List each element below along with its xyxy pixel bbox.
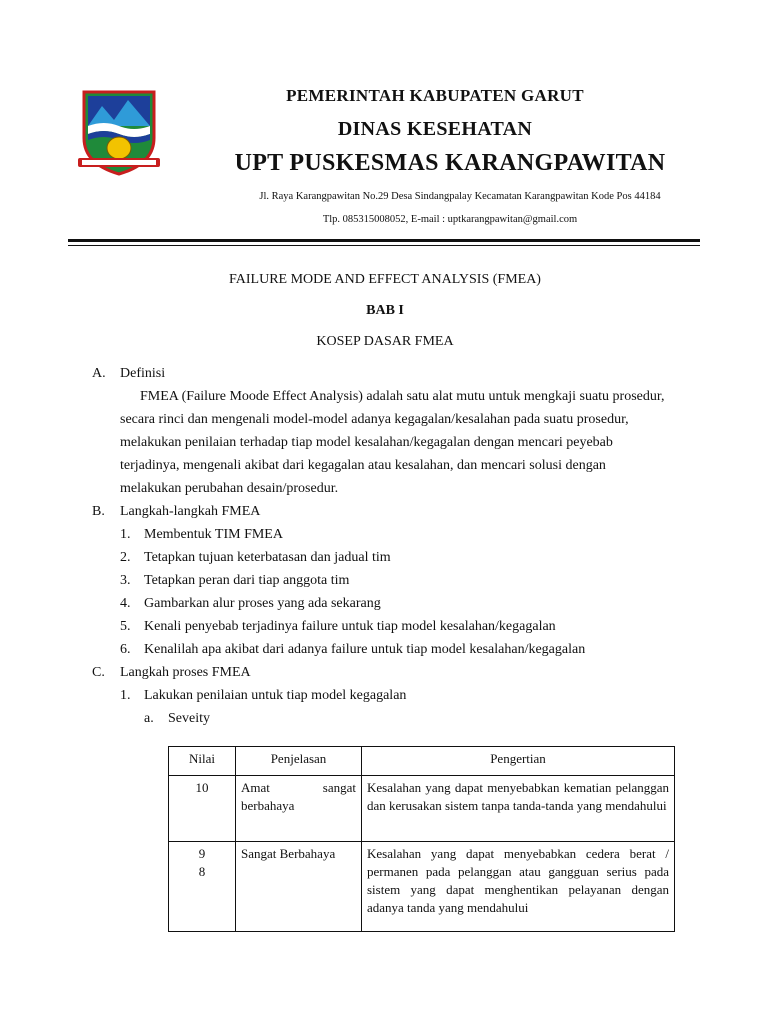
coat-of-arms-icon bbox=[74, 86, 164, 178]
list-item: Tetapkan tujuan keterbatasan dan jadual tim bbox=[144, 550, 391, 565]
chapter-subtitle: KOSEP DASAR FMEA bbox=[316, 334, 454, 349]
table-row bbox=[169, 842, 675, 932]
severity-table bbox=[168, 746, 675, 932]
step-text: Lakukan penilaian untuk tiap model kegagalan bbox=[144, 688, 407, 703]
table-cell-pengertian: Kesalahan yang dapat menyebabkan kematian pelanggan dan kerusakan sistem tanpa tanda-tanda yang mendahului bbox=[362, 776, 675, 842]
list-item: Kenali penyebab terjadinya failure untuk tiap model kesalahan/kegagalan bbox=[144, 619, 556, 634]
letterhead-contact: Tlp. 085315008052, E-mail : uptkarangpawitan@gmail.com bbox=[322, 214, 578, 225]
table-cell-pengertian: Kesalahan yang dapat menyebabkan cedera berat / permanen pada pelanggan atau gangguan serius pada sistem yang dapat menghentikan pelayanan dengan adanya tanda yang mendahului bbox=[362, 842, 675, 932]
list-item: Membentuk TIM FMEA bbox=[144, 527, 283, 542]
definition-line: secara rinci dan mengenali model-model adanya kegagalan/kesalahan pada suatu prosedur, bbox=[120, 412, 629, 427]
table-cell-nilai bbox=[169, 842, 236, 932]
definition-line: melakukan perubahan desain/prosedur. bbox=[120, 481, 339, 496]
letterhead-address: Jl. Raya Karangpawitan No.29 Desa Sindangpalay Kecamatan Karangpawitan Kode Pos 44184 bbox=[259, 191, 661, 202]
definition-line: melakukan penilaian terhadap tiap model kesalahan/kegagalan dengan mencari peyebab bbox=[120, 435, 613, 450]
list-item: Tetapkan peran dari tiap anggota tim bbox=[144, 573, 350, 588]
table-cell-penjelasan: Sangat Berbahaya bbox=[236, 842, 362, 932]
section-b-label: B. bbox=[92, 504, 105, 519]
table-header-penjelasan: Penjelasan bbox=[236, 747, 362, 776]
definition-line: FMEA (Failure Moode Effect Analysis) adalah satu alat mutu untuk mengkaji suatu prosedur, bbox=[140, 389, 665, 404]
substep-text: Seveity bbox=[168, 711, 210, 726]
nilai-value: 10 bbox=[195, 780, 209, 795]
list-item: Kenalilah apa akibat dari adanya failure untuk tiap model kesalahan/kegagalan bbox=[144, 642, 586, 657]
document-title: FAILURE MODE AND EFFECT ANALYSIS (FMEA) bbox=[229, 272, 541, 287]
section-a-label: A. bbox=[92, 366, 106, 381]
definition-line: terjadinya, mengenali akibat dari kegagalan atau kesalahan, dan mencari solusi dengan bbox=[120, 458, 606, 473]
section-c-title: Langkah proses FMEA bbox=[120, 665, 251, 680]
section-a-title: Definisi bbox=[120, 366, 166, 381]
table-cell-nilai bbox=[169, 776, 236, 842]
letterhead-institution: UPT PUSKESMAS KARANGPAWITAN bbox=[234, 150, 666, 176]
nilai-value: 8 bbox=[198, 864, 206, 879]
section-b-title: Langkah-langkah FMEA bbox=[120, 504, 261, 519]
list-item: Gambarkan alur proses yang ada sekarang bbox=[144, 596, 381, 611]
table-header-pengertian: Pengertian bbox=[362, 747, 675, 776]
letterhead-government: PEMERINTAH KABUPATEN GARUT bbox=[286, 86, 584, 105]
list-item-number: 3. bbox=[120, 573, 131, 588]
letterhead-agency: DINAS KESEHATAN bbox=[337, 118, 533, 140]
step-number: 1. bbox=[120, 688, 131, 703]
nilai-value: 9 bbox=[198, 846, 206, 861]
letterhead-divider-thin bbox=[68, 245, 700, 246]
table-header-nilai: Nilai bbox=[169, 747, 236, 776]
substep-letter: a. bbox=[144, 711, 154, 726]
list-item-number: 5. bbox=[120, 619, 131, 634]
table-row bbox=[169, 776, 675, 842]
list-item-number: 4. bbox=[120, 596, 131, 611]
section-c-label: C. bbox=[92, 665, 105, 680]
table-header-row bbox=[169, 747, 675, 776]
letterhead-divider-thick bbox=[68, 239, 700, 242]
list-item-number: 1. bbox=[120, 527, 131, 542]
table-cell-penjelasan: Amat sangat berbahaya bbox=[236, 776, 362, 842]
garut-regency-logo bbox=[74, 86, 164, 178]
list-item-number: 6. bbox=[120, 642, 131, 657]
chapter-heading: BAB I bbox=[366, 303, 404, 318]
list-item-number: 2. bbox=[120, 550, 131, 565]
